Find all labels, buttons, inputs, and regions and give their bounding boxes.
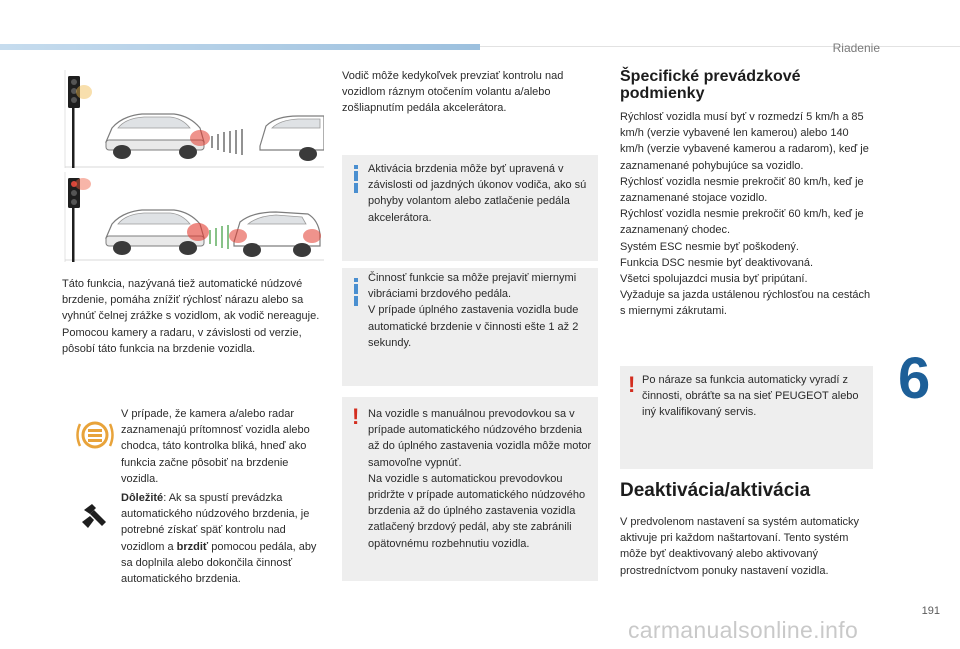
warning-lamp-text: V prípade, že kamera a/alebo radar zaznamenajú prítomnosť vozidla alebo chodca, táto kontrolka bliká, hneď ako funkcia začne pôsobiť na brzdenie vozidla.	[121, 408, 310, 485]
header-accent-bar	[0, 44, 480, 50]
intro-paragraph: Táto funkcia, nazývaná tiež automatické núdzové brzdenie, pomáha znížiť rýchlosť nárazu alebo sa vyhnúť čelnej zrážke s vozidlom, ak vodič nereaguje.	[62, 278, 320, 323]
info-box-activation	[342, 155, 598, 261]
illustration-approach	[62, 70, 324, 170]
radar-waves-icon	[212, 129, 242, 155]
condition-line: Všetci spolujazdci musia byť pripútaní.	[620, 273, 808, 286]
car-rear-icon	[106, 114, 210, 159]
section-title: Riadenie	[832, 41, 880, 55]
heading-deactivation: Deaktivácia/aktivácia	[620, 480, 811, 501]
condition-line: Vyžaduje sa jazda ustálenou rýchlosťou na cestách s miernymi zákrutami.	[620, 289, 871, 318]
deactivation-text: V predvolenom nastavení sa systém automaticky aktivuje pri každom naštartovaní. Tento systém môže byť deaktivovaný alebo aktivovaný prostredníctvom ponuky nastavení vozidla.	[620, 516, 860, 577]
condition-line: Rýchlosť vozidla nesmie prekročiť 60 km/h, keď je zaznamenaný chodec.	[620, 208, 864, 237]
info-paragraph: Činnosť funkcie sa môže prejaviť miernymi vibráciami brzdového pedála.	[368, 272, 577, 301]
watermark: carmanualsonline.info	[628, 617, 859, 643]
car-front-icon	[229, 212, 321, 257]
important-label: Dôležité	[121, 492, 164, 504]
warning-box-after-impact	[620, 366, 873, 469]
radar-waves-icon	[210, 225, 228, 249]
important-text: : Ak sa spustí prevádzka automatického núdzového brzdenia, je potrebné získať späť kontrolu nad vozidlom a	[121, 492, 310, 553]
heading-specific-conditions: Špecifické prevádzkové podmienky	[620, 68, 801, 102]
intro-paragraph: Pomocou kamery a radaru, v závislosti od verzie, pôsobí táto funkcia na brzdenie vozidla.	[62, 326, 302, 355]
traffic-light-icon	[68, 76, 92, 168]
driver-override-text: Vodič môže kedykoľvek prevziať kontrolu nad vozidlom ráznym otočením volantu a/alebo zošliapnutím pedála akcelerátora.	[342, 70, 564, 115]
condition-line: Funkcia DSC nesmie byť deaktivovaná.	[620, 256, 814, 269]
important-bold-word: brzdiť	[176, 540, 209, 553]
warning-paragraph: Na vozidle s automatickou prevodovkou pridržte v prípade automatického núdzového brzdenia až do úplného zastavenia vozidla zatlačený brzdový pedál, aby ste zabránili opätovnému rozbehnutiu vozidla.	[368, 472, 586, 550]
important-tool-icon	[80, 500, 110, 530]
warning-box-text	[368, 406, 596, 552]
condition-line: Systém ESC nesmie byť poškodený.	[620, 240, 799, 253]
condition-line: Rýchlosť vozidla musí byť v rozmedzí 5 km/h a 85 km/h (verzie vybavené len kamerou) alebo 140 km/h (verzie vybavené kamerou a radarom), keď je zaznamenané pohybujúce sa vozidlo.	[620, 111, 869, 172]
warning-box-gearbox	[342, 397, 598, 581]
warning-box-text: Po náraze sa funkcia automaticky vyradí z činnosti, obráťte sa na sieť PEUGEOT alebo iný kvalifikovaný servis.	[642, 374, 859, 419]
car-front-icon	[260, 116, 324, 161]
condition-line: Rýchlosť vozidla nesmie prekročiť 80 km/h, keď je zaznamenané stojace vozidlo.	[620, 175, 864, 205]
page-number: 191	[921, 605, 940, 617]
warning-exclamation-icon: !	[628, 372, 636, 397]
important-note	[121, 490, 321, 587]
intro-text	[62, 276, 324, 357]
warning-paragraph: Na vozidle s manuálnou prevodovkou sa v prípade automatického núdzového brzdenia až do úplného zastavenia vozidla môže motor samovoľne vypnúť.	[368, 408, 592, 469]
info-box-text: Aktivácia brzdenia môže byť upravená v závislosti od jazdných úkonov vodiča, ako sú pohyby volantom alebo zatlačenie pedála akcelerátora.	[368, 163, 587, 224]
warning-exclamation-icon: !	[352, 404, 360, 429]
specific-conditions-list	[620, 109, 875, 320]
info-box-text	[368, 270, 590, 351]
info-icon	[354, 278, 358, 308]
car-rear-icon	[106, 210, 209, 255]
illustration-braking	[62, 172, 324, 264]
info-paragraph: V prípade úplného zastavenia vozidla bude automatické brzdenie v činnosti ešte 1 až 2 sekundy.	[368, 304, 579, 349]
info-icon	[354, 165, 358, 195]
chapter-number: 6	[898, 346, 931, 411]
important-text: pomocou pedála, aby sa doplnila alebo dokončila činnosť automatického brzdenia.	[121, 540, 317, 586]
header-rule	[480, 46, 960, 47]
traffic-light-icon	[68, 178, 91, 262]
info-box-vibration	[342, 268, 598, 386]
emergency-braking-warning-lamp-icon	[75, 418, 115, 452]
